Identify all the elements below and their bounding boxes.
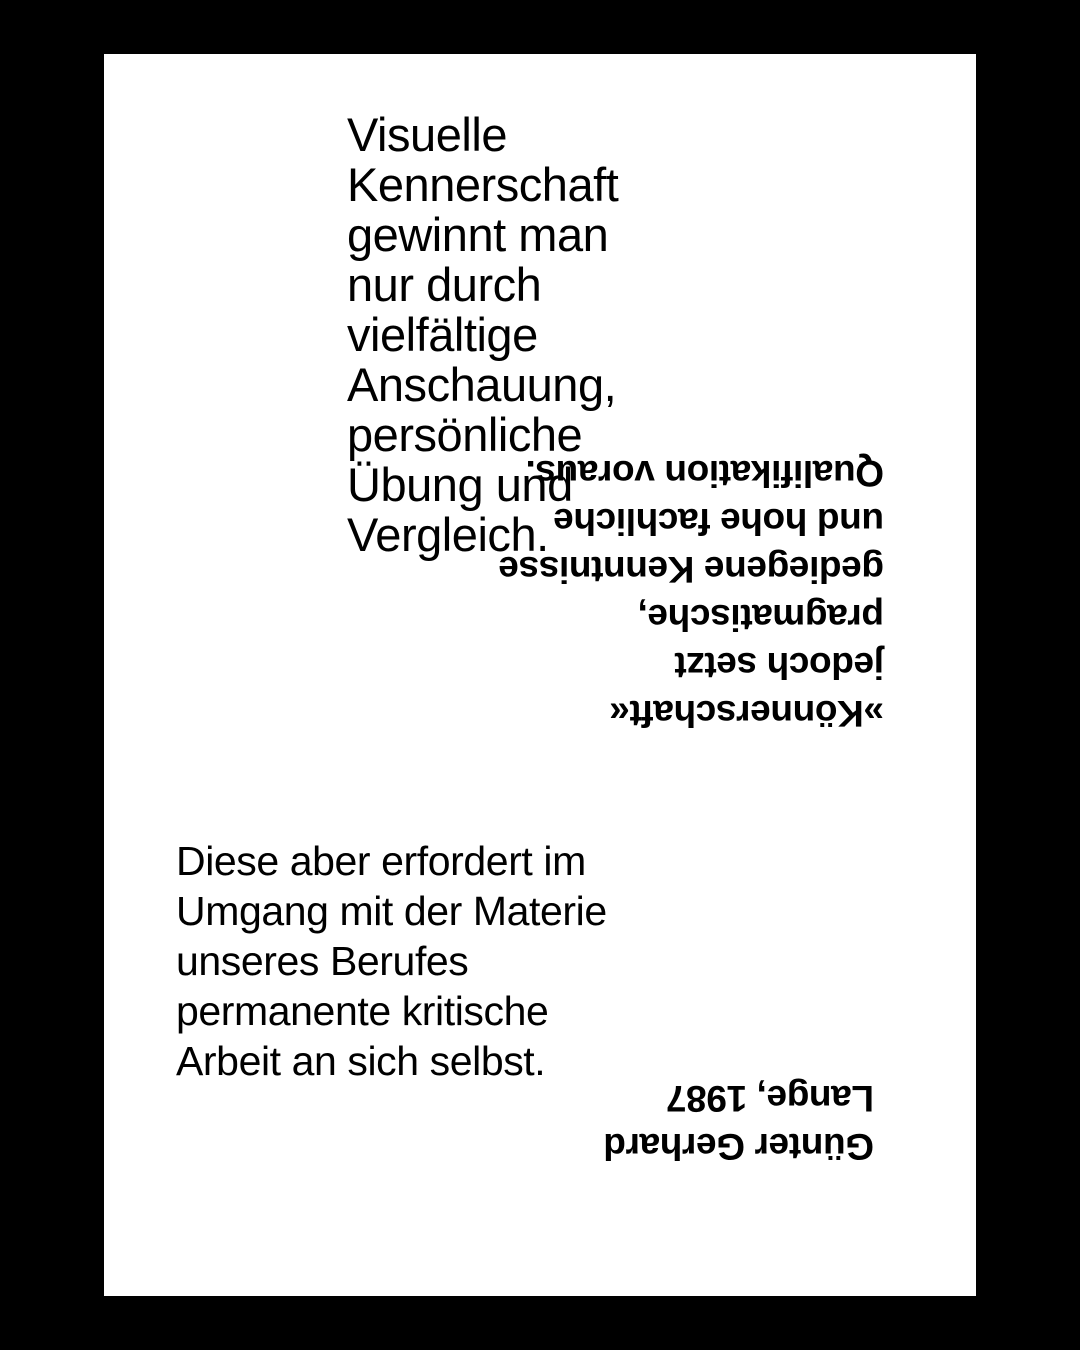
- poster-canvas: [104, 54, 976, 1296]
- rotated-note: »Könnerschaft« jedoch setzt pragmatische, gediegene Kenntnisse und hohe fachliche Qualifikation voraus.: [498, 453, 884, 734]
- secondary-quote: Diese aber erfordert im Umgang mit der Materie unseres Berufes permanente kritische Arbeit an sich selbst.: [176, 838, 607, 1084]
- primary-quote: Visuelle Kennerschaft gewinnt man nur durch vielfältige Anschauung, persönliche Übung und Vergleich.: [347, 108, 619, 561]
- author-credit: Günter Gerhard Lange, 1987: [603, 1078, 874, 1167]
